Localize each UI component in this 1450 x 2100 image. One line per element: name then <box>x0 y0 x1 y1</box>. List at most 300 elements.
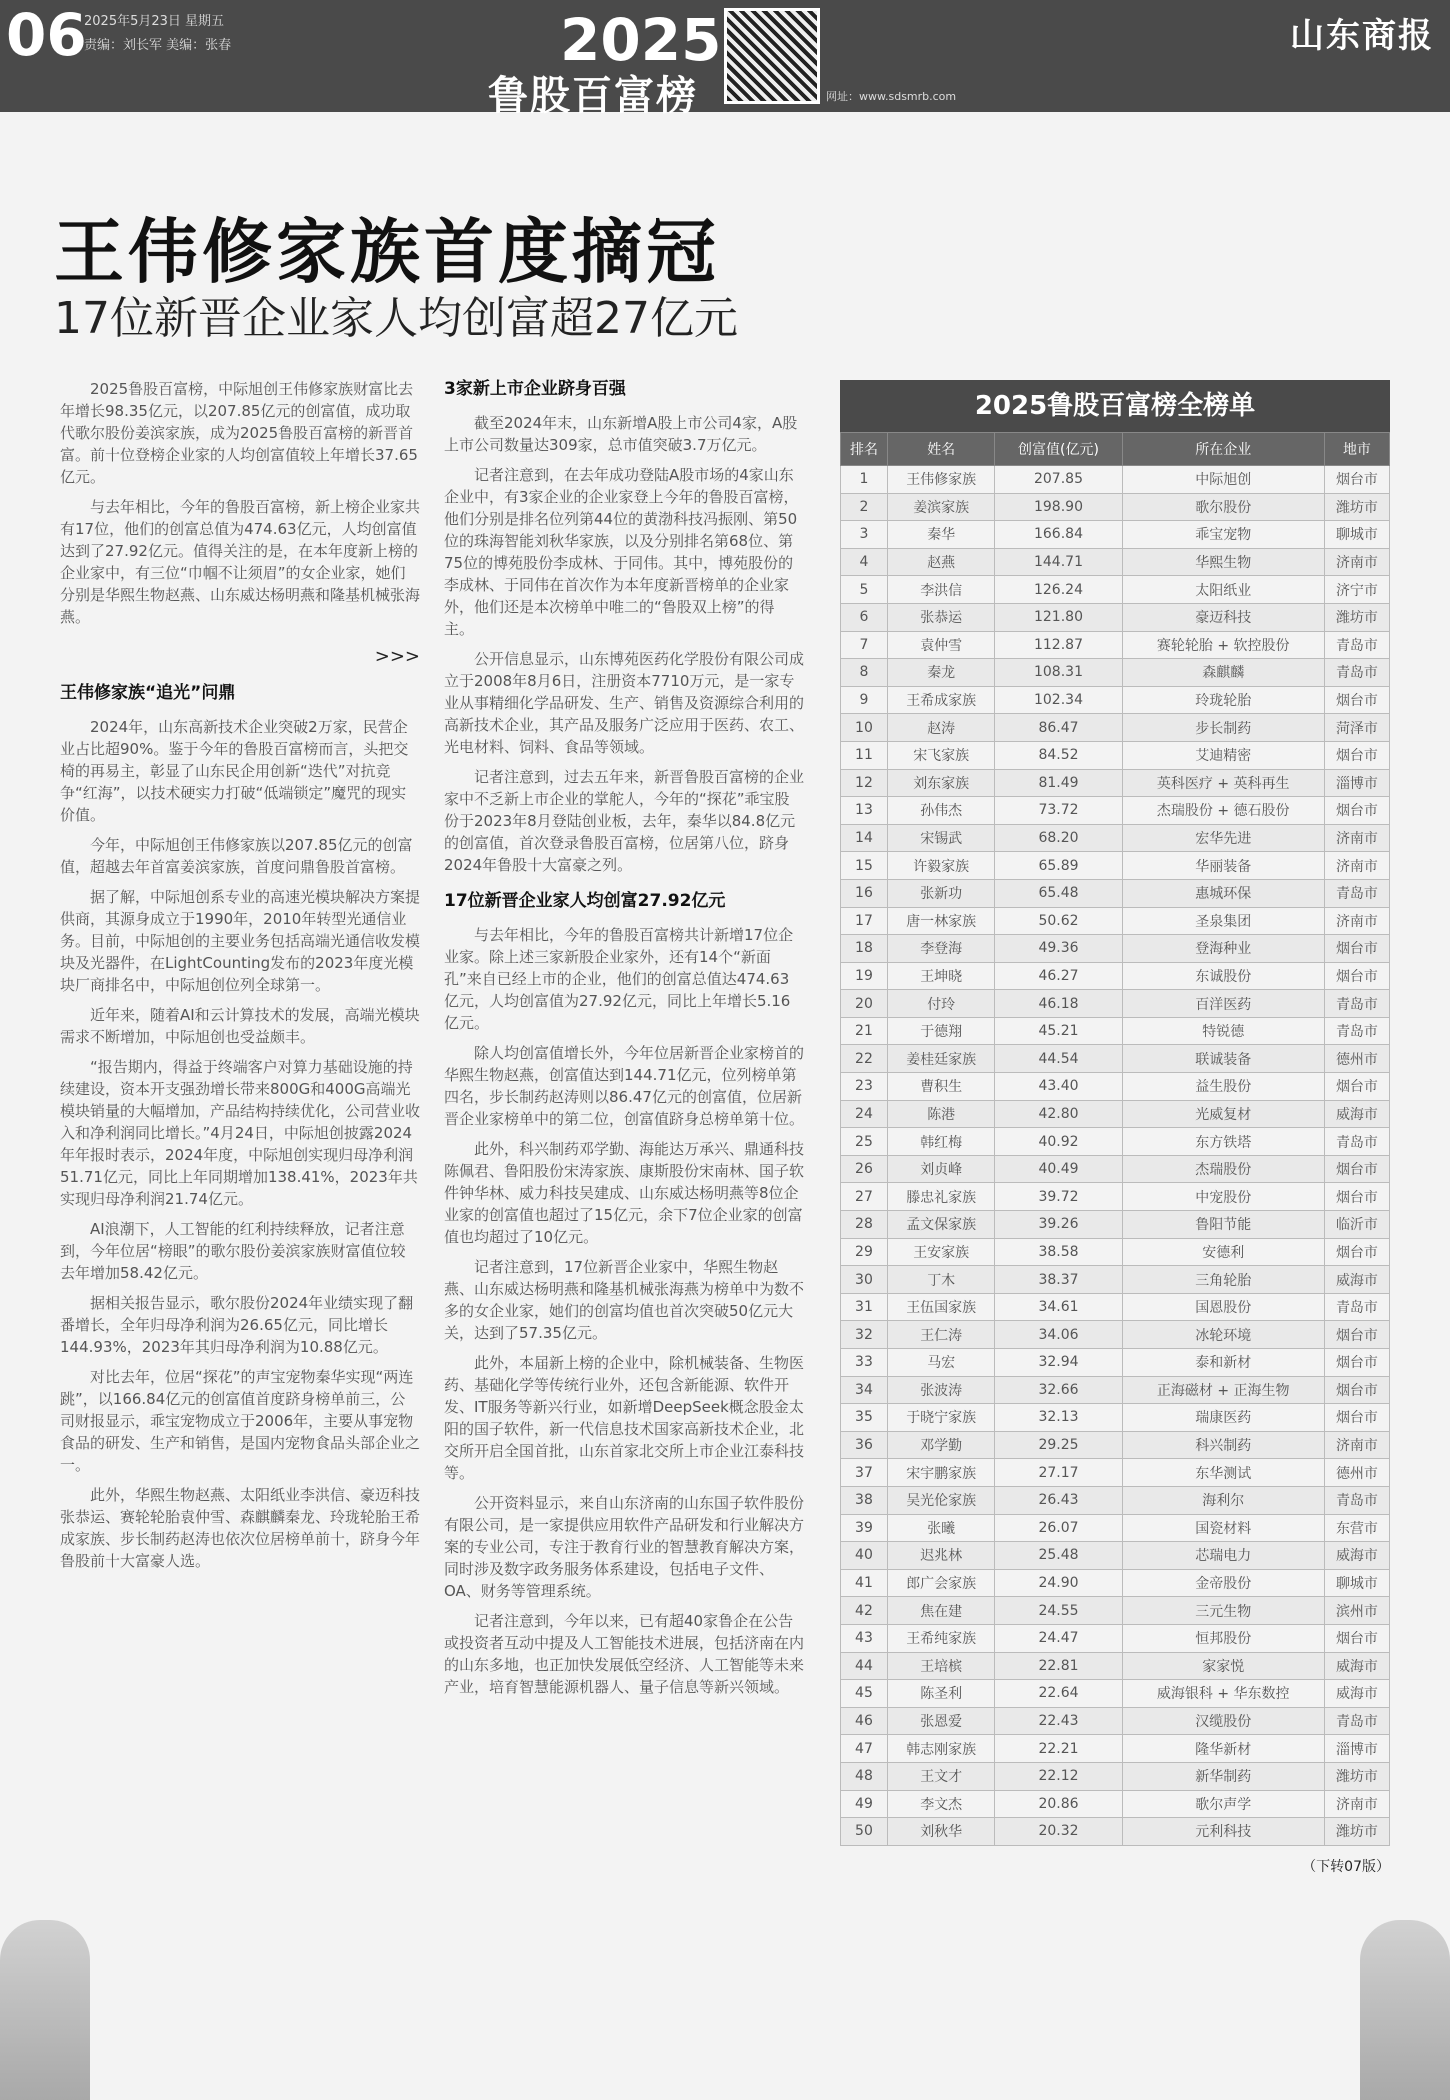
table-cell: 张恩爱 <box>887 1707 995 1735</box>
table-cell: 烟台市 <box>1324 962 1389 990</box>
table-cell: 青岛市 <box>1324 879 1389 907</box>
table-cell: 20.86 <box>995 1790 1122 1818</box>
table-cell: 马宏 <box>887 1349 995 1377</box>
table-cell: 王仁涛 <box>887 1321 995 1349</box>
page-number: 06 <box>6 1 87 69</box>
table-cell: 潍坊市 <box>1324 1762 1389 1790</box>
table-cell: 烟台市 <box>1324 1073 1389 1101</box>
table-cell: 青岛市 <box>1324 1707 1389 1735</box>
table-cell: 50.62 <box>995 907 1122 935</box>
table-cell: 孟文保家族 <box>887 1211 995 1239</box>
table-row <box>841 852 1390 880</box>
table-cell: 46.18 <box>995 990 1122 1018</box>
table-cell: 芯瑞电力 <box>1122 1542 1324 1570</box>
table-cell: 正海磁材 + 正海生物 <box>1122 1376 1324 1404</box>
table-cell: 威海市 <box>1324 1266 1389 1294</box>
table-cell: 35 <box>841 1404 888 1432</box>
table-row <box>841 466 1390 494</box>
table-cell: 中宠股份 <box>1122 1183 1324 1211</box>
table-cell: 新华制药 <box>1122 1762 1324 1790</box>
table-cell: 鲁阳节能 <box>1122 1211 1324 1239</box>
table-cell: 41 <box>841 1569 888 1597</box>
table-header-cell: 姓名 <box>887 433 995 466</box>
masthead <box>0 0 1450 119</box>
table-cell: 38.58 <box>995 1238 1122 1266</box>
table-cell: 32.13 <box>995 1404 1122 1432</box>
table-cell: 16 <box>841 879 888 907</box>
table-row <box>841 1431 1390 1459</box>
article-paragraph: “报告期内，得益于终端客户对算力基础设施的持续建设，资本开支强劲增长带来800G和400G高端光模块销量的大幅增加，产品结构持续优化，公司营业收入和净利润同比增长。”4月24日，中际旭创披露2024年年报时表示，2024年度，中际旭创实现归母净利润51.71亿元，同比上年同期增加138.41%，2023年共实现归母净利润21.74亿元。 <box>60 1058 421 1208</box>
table-cell: 27.17 <box>995 1459 1122 1487</box>
table-cell: 烟台市 <box>1324 1349 1389 1377</box>
table-cell: 海利尔 <box>1122 1486 1324 1514</box>
table-row <box>841 824 1390 852</box>
table-cell: 37 <box>841 1459 888 1487</box>
table-cell: 淄博市 <box>1324 1735 1389 1763</box>
table-cell: 华熙生物 <box>1122 548 1324 576</box>
table-cell: 烟台市 <box>1324 466 1389 494</box>
table-cell: 东诚股份 <box>1122 962 1324 990</box>
table-cell: 65.48 <box>995 879 1122 907</box>
table-cell: 东方铁塔 <box>1122 1128 1324 1156</box>
table-cell: 刘东家族 <box>887 769 995 797</box>
table-cell: 24.90 <box>995 1569 1122 1597</box>
table-cell: 青岛市 <box>1324 990 1389 1018</box>
table-cell: 14 <box>841 824 888 852</box>
table-cell: 邓学勤 <box>887 1431 995 1459</box>
table-cell: 烟台市 <box>1324 1376 1389 1404</box>
article-paragraph: 此外，科兴制药邓学勤、海能达万承兴、鼎通科技陈佩君、鲁阳股份宋涛家族、康斯股份宋南林、国子软件钟华林、威力科技吴建成、山东威达杨明燕等8位企业家的创富值也超过了15亿元，余下7位企业家的创富值也均超过了10亿元。 <box>444 1140 805 1246</box>
table-cell: 华丽装备 <box>1122 852 1324 880</box>
table-cell: 济南市 <box>1324 824 1389 852</box>
table-cell: 刘秋华 <box>887 1818 995 1846</box>
table-cell: 张曦 <box>887 1514 995 1542</box>
table-cell: 陈港 <box>887 1100 995 1128</box>
table-row <box>841 1680 1390 1708</box>
continue-arrow-icon: >>> <box>374 646 420 667</box>
table-cell: 联诚装备 <box>1122 1045 1324 1073</box>
table-cell: 6 <box>841 603 888 631</box>
table-row <box>841 1017 1390 1045</box>
article-paragraph: 2024年，山东高新技术企业突破2万家，民营企业占比超90%。鉴于今年的鲁股百富榜而言，头把交椅的再易主，彰显了山东民企用创新“迭代”对抗竞争“红海”，以技术硬实力打破“低端锁定”魔咒的现实价值。 <box>60 718 409 824</box>
list-year: 2025 <box>560 6 722 74</box>
article-paragraph: 据相关报告显示，歌尔股份2024年业绩实现了翻番增长，全年归母净利润为26.65亿元，同比增长144.93%，2023年其归母净利润为10.88亿元。 <box>60 1294 414 1356</box>
table-cell: 32.66 <box>995 1376 1122 1404</box>
table-cell: 曹积生 <box>887 1073 995 1101</box>
table-row <box>841 1818 1390 1846</box>
table-cell: 39 <box>841 1514 888 1542</box>
table-cell: 36 <box>841 1431 888 1459</box>
table-row <box>841 1100 1390 1128</box>
table-row <box>841 1349 1390 1377</box>
table-cell: 英科医疗 + 英科再生 <box>1122 769 1324 797</box>
table-cell: 赛轮轮胎 + 软控股份 <box>1122 631 1324 659</box>
table-cell: 15 <box>841 852 888 880</box>
table-cell: 45 <box>841 1680 888 1708</box>
table-cell: 特锐德 <box>1122 1017 1324 1045</box>
table-cell: 姜滨家族 <box>887 493 995 521</box>
table-cell: 31 <box>841 1293 888 1321</box>
table-row <box>841 1624 1390 1652</box>
table-cell: 东营市 <box>1324 1514 1389 1542</box>
table-cell: 隆华新材 <box>1122 1735 1324 1763</box>
table-cell: 圣泉集团 <box>1122 907 1324 935</box>
table-cell: 26 <box>841 1155 888 1183</box>
article-paragraph: 除人均创富值增长外，今年位居新晋企业家榜首的华熙生物赵燕，创富值达到144.71亿元，位列榜单第四名，步长制药赵涛则以86.47亿元的创富值，位居新晋企业家榜单中的第二位，创富值跻身总榜单第十位。 <box>444 1044 805 1128</box>
table-cell: 44.54 <box>995 1045 1122 1073</box>
table-row <box>841 493 1390 521</box>
table-cell: 2 <box>841 493 888 521</box>
table-cell: 22 <box>841 1045 888 1073</box>
table-row <box>841 1514 1390 1542</box>
table-cell: 王伍国家族 <box>887 1293 995 1321</box>
article-paragraph: 记者注意到，今年以来，已有超40家鲁企在公告或投资者互动中提及人工智能技术进展，包括济南在内的山东多地，也正加快发展低空经济、人工智能等未来产业，培育智慧能源机器人、量子信息等新兴领域。 <box>444 1612 805 1696</box>
table-cell: 玲珑轮胎 <box>1122 686 1324 714</box>
table-cell: 40.49 <box>995 1155 1122 1183</box>
table-cell: 焦在建 <box>887 1597 995 1625</box>
editor-line: 责编：刘长军 美编：张春 <box>84 38 232 53</box>
table-row <box>841 686 1390 714</box>
table-cell: 43.40 <box>995 1073 1122 1101</box>
table-cell: 49.36 <box>995 935 1122 963</box>
table-cell: 烟台市 <box>1324 741 1389 769</box>
table-cell: 8 <box>841 659 888 687</box>
table-cell: 5 <box>841 576 888 604</box>
table-cell: 烟台市 <box>1324 1624 1389 1652</box>
table-cell: 20.32 <box>995 1818 1122 1846</box>
table-cell: 198.90 <box>995 493 1122 521</box>
table-cell: 烟台市 <box>1324 686 1389 714</box>
table-cell: 威海市 <box>1324 1542 1389 1570</box>
table-cell: 22.43 <box>995 1707 1122 1735</box>
table-cell: 73.72 <box>995 797 1122 825</box>
table-cell: 滨州市 <box>1324 1597 1389 1625</box>
table-row <box>841 1652 1390 1680</box>
article-paragraph: 与去年相比，今年的鲁股百富榜共计新增17位企业家。除上述三家新股企业家外，还有14个“新面孔”来自已经上市的企业，他们的创富总值达474.63亿元，人均创富值为27.92亿元，同比上年增长5.16亿元。 <box>444 926 794 1032</box>
article-paragraph: 记者注意到，过去五年来，新晋鲁股百富榜的企业家中不乏新上市企业的掌舵人，今年的“探花”乖宝股份于2023年8月登陆创业板，去年，秦华以84.8亿元的创富值，首次登录鲁股百富榜，位居第八位，跻身2024年鲁股十大富豪之列。 <box>444 768 805 874</box>
list-name: 鲁股百富榜 <box>488 73 698 119</box>
table-cell: 德州市 <box>1324 1459 1389 1487</box>
table-header-cell: 排名 <box>841 433 888 466</box>
article-paragraph: 记者注意到，17位新晋企业家中，华熙生物赵燕、山东威达杨明燕和隆基机械张海燕为榜单中为数不多的女企业家，她们的创富均值也首次突破50亿元大关，达到了57.35亿元。 <box>444 1258 805 1342</box>
table-row <box>841 990 1390 1018</box>
table-row <box>841 1073 1390 1101</box>
article-column-2 <box>444 378 804 1706</box>
table-cell: 102.34 <box>995 686 1122 714</box>
table-cell: 宋飞家族 <box>887 741 995 769</box>
table-cell: 济宁市 <box>1324 576 1389 604</box>
table-cell: 40 <box>841 1542 888 1570</box>
table-cell: 46.27 <box>995 962 1122 990</box>
table-cell: 聊城市 <box>1324 521 1389 549</box>
table-cell: 王培槟 <box>887 1652 995 1680</box>
table-cell: 济南市 <box>1324 852 1389 880</box>
table-cell: 艾迪精密 <box>1122 741 1324 769</box>
table-cell: 烟台市 <box>1324 1238 1389 1266</box>
table-cell: 12 <box>841 769 888 797</box>
table-cell: 济南市 <box>1324 1431 1389 1459</box>
table-cell: 吴光伦家族 <box>887 1486 995 1514</box>
table-cell: 韩红梅 <box>887 1128 995 1156</box>
table-cell: 丁木 <box>887 1266 995 1294</box>
qr-code-icon <box>724 8 820 104</box>
table-cell: 威海银科 + 华东数控 <box>1122 1680 1324 1708</box>
table-cell: 34.61 <box>995 1293 1122 1321</box>
table-cell: 德州市 <box>1324 1045 1389 1073</box>
article-paragraph: 此外，华熙生物赵燕、太阳纸业李洪信、豪迈科技张恭运、赛轮轮胎袁仲雪、森麒麟秦龙、玲珑轮胎王希成家族、步长制药赵涛也依次位居榜单前十，跻身今年鲁股前十大富豪人选。 <box>60 1486 421 1570</box>
table-row <box>841 576 1390 604</box>
table-cell: 青岛市 <box>1324 631 1389 659</box>
table-row <box>841 1790 1390 1818</box>
table-cell: 青岛市 <box>1324 659 1389 687</box>
table-cell: 42.80 <box>995 1100 1122 1128</box>
table-cell: 21 <box>841 1017 888 1045</box>
table-row <box>841 769 1390 797</box>
table-cell: 赵燕 <box>887 548 995 576</box>
table-cell: 126.24 <box>995 576 1122 604</box>
table-cell: 47 <box>841 1735 888 1763</box>
table-cell: 三元生物 <box>1122 1597 1324 1625</box>
table-cell: 24.47 <box>995 1624 1122 1652</box>
table-row <box>841 1266 1390 1294</box>
table-cell: 24 <box>841 1100 888 1128</box>
table-cell: 33 <box>841 1349 888 1377</box>
table-cell: 22.81 <box>995 1652 1122 1680</box>
table-cell: 太阳纸业 <box>1122 576 1324 604</box>
table-cell: 青岛市 <box>1324 1128 1389 1156</box>
table-cell: 冰轮环境 <box>1122 1321 1324 1349</box>
table-cell: 淄博市 <box>1324 769 1389 797</box>
table-cell: 李文杰 <box>887 1790 995 1818</box>
article-paragraph: 公开信息显示，山东博苑医药化学股份有限公司成立于2008年8月6日，注册资本7710万元，是一家专业从事精细化学品研发、生产、销售及资源综合利用的高新技术企业，其产品及服务广泛应用于医药、农工、光电材料、饲料、食品等领域。 <box>444 650 805 756</box>
table-cell: 中际旭创 <box>1122 466 1324 494</box>
table-cell: 杰瑞股份 + 德石股份 <box>1122 797 1324 825</box>
table-cell: 瑞康医药 <box>1122 1404 1324 1432</box>
table-cell: 乖宝宠物 <box>1122 521 1324 549</box>
table-cell: 登海种业 <box>1122 935 1324 963</box>
table-cell: 18 <box>841 935 888 963</box>
table-cell: 王安家族 <box>887 1238 995 1266</box>
table-cell: 50 <box>841 1818 888 1846</box>
table-row <box>841 1597 1390 1625</box>
table-row <box>841 907 1390 935</box>
table-cell: 烟台市 <box>1324 1321 1389 1349</box>
table-row <box>841 1376 1390 1404</box>
table-cell: 青岛市 <box>1324 1293 1389 1321</box>
table-cell: 青岛市 <box>1324 1017 1389 1045</box>
table-cell: 1 <box>841 466 888 494</box>
table-cell: 10 <box>841 714 888 742</box>
table-row <box>841 521 1390 549</box>
table-cell: 11 <box>841 741 888 769</box>
table-cell: 26.43 <box>995 1486 1122 1514</box>
table-cell: 25.48 <box>995 1542 1122 1570</box>
table-cell: 汉缆股份 <box>1122 1707 1324 1735</box>
table-row <box>841 1238 1390 1266</box>
table-cell: 84.52 <box>995 741 1122 769</box>
table-row <box>841 1321 1390 1349</box>
article-paragraph: 此外，本届新上榜的企业中，除机械装备、生物医药、基础化学等传统行业外，还包含新能源、软件开发、IT服务等新兴行业，如新增DeepSeek概念股金太阳的国子软件，新一代信息技术国家高新技术企业，北交所开启全国首批，山东首家北交所上市企业江泰科技等。 <box>444 1354 805 1482</box>
newspaper-name: 山东商报 <box>1290 16 1434 56</box>
table-row <box>841 1155 1390 1183</box>
table-cell: 108.31 <box>995 659 1122 687</box>
table-row <box>841 1293 1390 1321</box>
table-cell: 张新功 <box>887 879 995 907</box>
table-cell: 7 <box>841 631 888 659</box>
table-cell: 济南市 <box>1324 907 1389 935</box>
table-row <box>841 1735 1390 1763</box>
table-cell: 歌尔声学 <box>1122 1790 1324 1818</box>
table-cell: 112.87 <box>995 631 1122 659</box>
table-cell: 国恩股份 <box>1122 1293 1324 1321</box>
table-cell: 陈圣利 <box>887 1680 995 1708</box>
table-cell: 青岛市 <box>1324 1486 1389 1514</box>
article-paragraph: 记者注意到，在去年成功登陆A股市场的4家山东企业中，有3家企业的企业家登上今年的鲁股百富榜，他们分别是排名位列第44位的黄渤科技冯振刚、第50位的珠海智能刘秋华家族，以及分别排名第68位、第75位的博苑股份李成林、于同伟。其中，博苑股份的李成林、于同伟在首次作为本年度新晋榜单的企业家外，他们还是本次榜单中唯二的“鲁股双上榜”的得主。 <box>444 466 799 638</box>
table-row <box>841 797 1390 825</box>
table-row <box>841 659 1390 687</box>
table-cell: 烟台市 <box>1324 1155 1389 1183</box>
table-cell: 43 <box>841 1624 888 1652</box>
table-cell: 22.12 <box>995 1762 1122 1790</box>
article-paragraph: 2025鲁股百富榜，中际旭创王伟修家族财富比去年增长98.35亿元，以207.85亿元的创富值，成功取代歌尔股份姜滨家族，成为2025鲁股百富榜的新晋首富。前十位登榜企业家的人均创富值较上年增长37.65亿元。 <box>60 380 418 486</box>
table-cell: 袁仲雪 <box>887 631 995 659</box>
table-cell: 步长制药 <box>1122 714 1324 742</box>
table-cell: 金帝股份 <box>1122 1569 1324 1597</box>
section-title: 3家新上市企业跻身百强 <box>444 379 626 399</box>
table-cell: 49 <box>841 1790 888 1818</box>
table-cell: 166.84 <box>995 521 1122 549</box>
table-cell: 姜桂廷家族 <box>887 1045 995 1073</box>
table-cell: 潍坊市 <box>1324 603 1389 631</box>
table-row <box>841 1762 1390 1790</box>
table-row <box>841 1404 1390 1432</box>
table-cell: 144.71 <box>995 548 1122 576</box>
table-cell: 聊城市 <box>1324 1569 1389 1597</box>
table-cell: 40.92 <box>995 1128 1122 1156</box>
table-cell: 王文才 <box>887 1762 995 1790</box>
table-cell: 李洪信 <box>887 576 995 604</box>
table-cell: 付玲 <box>887 990 995 1018</box>
table-cell: 39.72 <box>995 1183 1122 1211</box>
table-cell: 百洋医药 <box>1122 990 1324 1018</box>
table-cell: 许毅家族 <box>887 852 995 880</box>
table-cell: 森麒麟 <box>1122 659 1324 687</box>
table-cell: 34.06 <box>995 1321 1122 1349</box>
table-cell: 赵涛 <box>887 714 995 742</box>
table-cell: 34 <box>841 1376 888 1404</box>
table-cell: 元利科技 <box>1122 1818 1324 1846</box>
table-cell: 27 <box>841 1183 888 1211</box>
table-cell: 杰瑞股份 <box>1122 1155 1324 1183</box>
article-column-1 <box>60 378 420 1580</box>
table-row <box>841 741 1390 769</box>
table-cell: 38 <box>841 1486 888 1514</box>
table-cell: 迟兆林 <box>887 1542 995 1570</box>
table-cell: 济南市 <box>1324 548 1389 576</box>
article-paragraph: 截至2024年末，山东新增A股上市公司4家，A股上市公司数量达309家，总市值突破3.7万亿元。 <box>444 414 798 454</box>
coin-stack-decoration <box>0 1920 90 2100</box>
table-cell: 宋宇鹏家族 <box>887 1459 995 1487</box>
table-cell: 13 <box>841 797 888 825</box>
table-row <box>841 603 1390 631</box>
table-cell: 光威复材 <box>1122 1100 1324 1128</box>
table-row <box>841 1128 1390 1156</box>
table-cell: 滕忠礼家族 <box>887 1183 995 1211</box>
table-cell: 潍坊市 <box>1324 493 1389 521</box>
table-row <box>841 1542 1390 1570</box>
table-cell: 临沂市 <box>1324 1211 1389 1239</box>
table-cell: 65.89 <box>995 852 1122 880</box>
table-cell: 东华测试 <box>1122 1459 1324 1487</box>
table-row <box>841 935 1390 963</box>
table-cell: 韩志刚家族 <box>887 1735 995 1763</box>
article-paragraph: 今年，中际旭创王伟修家族以207.85亿元的创富值，超越去年首富姜滨家族，首度问鼎鲁股首富榜。 <box>60 836 413 876</box>
table-cell: 济南市 <box>1324 1790 1389 1818</box>
table-cell: 王希纯家族 <box>887 1624 995 1652</box>
article-paragraph: AI浪潮下，人工智能的红利持续释放，记者注意到，今年位居“榜眼”的歌尔股份姜滨家族财富值位较去年增加58.42亿元。 <box>60 1220 406 1282</box>
table-cell: 207.85 <box>995 466 1122 494</box>
table-cell: 32 <box>841 1321 888 1349</box>
table-cell: 46 <box>841 1707 888 1735</box>
table-cell: 17 <box>841 907 888 935</box>
table-cell: 121.80 <box>995 603 1122 631</box>
table-row <box>841 548 1390 576</box>
table-cell: 45.21 <box>995 1017 1122 1045</box>
table-cell: 20 <box>841 990 888 1018</box>
table-row <box>841 1486 1390 1514</box>
table-cell: 26.07 <box>995 1514 1122 1542</box>
table-row <box>841 962 1390 990</box>
table-row <box>841 1211 1390 1239</box>
table-cell: 宋锡武 <box>887 824 995 852</box>
table-cell: 于德翔 <box>887 1017 995 1045</box>
table-cell: 29.25 <box>995 1431 1122 1459</box>
table-cell: 4 <box>841 548 888 576</box>
headline: 王伟修家族首度摘冠 <box>54 211 720 293</box>
table-cell: 王希成家族 <box>887 686 995 714</box>
table-cell: 家家悦 <box>1122 1652 1324 1680</box>
table-cell: 3 <box>841 521 888 549</box>
article-paragraph: 与去年相比，今年的鲁股百富榜，新上榜企业家共有17位，他们的创富总值为474.63亿元，人均创富值达到了27.92亿元。值得关注的是，在本年度新上榜的企业家中，有三位“巾帼不让须眉”的女企业家，她们分别是华熙生物赵燕、山东威达杨明燕和隆基机械张海燕。 <box>60 498 421 626</box>
table-header-cell: 创富值(亿元) <box>995 433 1122 466</box>
table-row <box>841 1183 1390 1211</box>
table-cell: 86.47 <box>995 714 1122 742</box>
table-cell: 秦华 <box>887 521 995 549</box>
table-cell: 威海市 <box>1324 1680 1389 1708</box>
table-cell: 刘贞峰 <box>887 1155 995 1183</box>
table-header-cell: 所在企业 <box>1122 433 1324 466</box>
table-cell: 国瓷材料 <box>1122 1514 1324 1542</box>
table-cell: 烟台市 <box>1324 1183 1389 1211</box>
table-cell: 22.64 <box>995 1680 1122 1708</box>
table-cell: 烟台市 <box>1324 797 1389 825</box>
continued-note: （下转07版） <box>1302 1858 1390 1875</box>
table-cell: 秦龙 <box>887 659 995 687</box>
table-cell: 烟台市 <box>1324 1404 1389 1432</box>
table-cell: 歌尔股份 <box>1122 493 1324 521</box>
table-cell: 30 <box>841 1266 888 1294</box>
article-paragraph: 对比去年，位居“探花”的声宝宠物秦华实现“两连跳”，以166.84亿元的创富值首度跻身榜单前三，公司财报显示，乖宝宠物成立于2006年，主要从事宠物食品的研发、生产和销售，是国内宠物食品头部企业之一。 <box>60 1368 421 1474</box>
table-cell: 22.21 <box>995 1735 1122 1763</box>
ranking-table-panel <box>840 380 1390 1876</box>
table-cell: 48 <box>841 1762 888 1790</box>
table-cell: 李登海 <box>887 935 995 963</box>
table-cell: 28 <box>841 1211 888 1239</box>
table-cell: 24.55 <box>995 1597 1122 1625</box>
table-cell: 于晓宁家族 <box>887 1404 995 1432</box>
table-cell: 唐一林家族 <box>887 907 995 935</box>
table-row <box>841 1045 1390 1073</box>
